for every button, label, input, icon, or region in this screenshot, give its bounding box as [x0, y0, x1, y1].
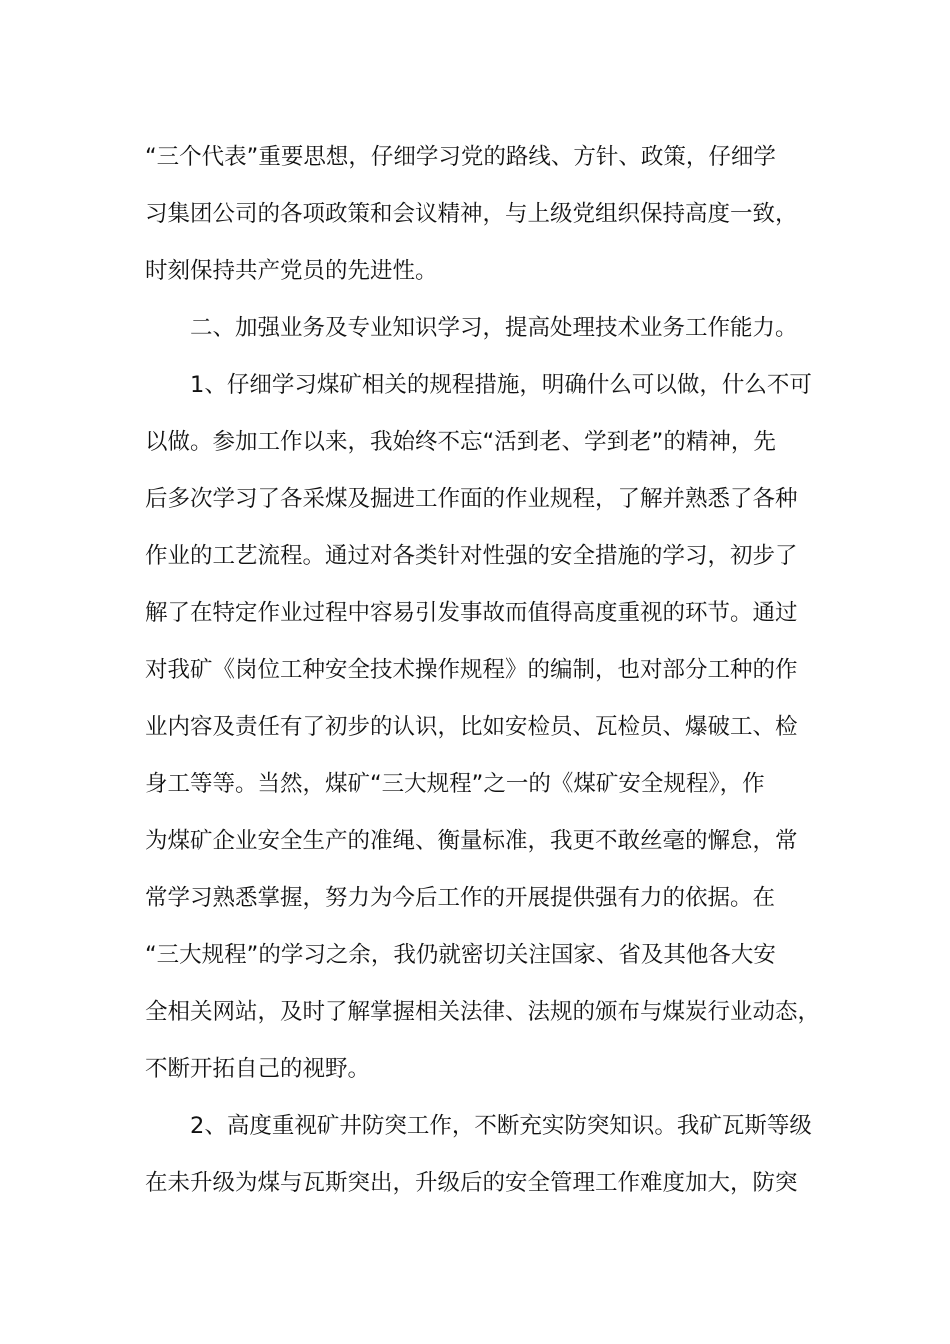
text-line: “三大规程”的学习之余，我仍就密切关注国家、省及其他各大安: [145, 942, 776, 968]
text-line: 2、高度重视矿井防突工作，不断充实防突知识。我矿瓦斯等级: [190, 1113, 812, 1139]
text-line: 解了在特定作业过程中容易引发事故而值得高度重视的环节。通过: [145, 600, 798, 626]
text-line: 全相关网站，及时了解掌握相关法律、法规的颁布与煤炭行业动态，: [145, 999, 821, 1025]
text-line: 常学习熟悉掌握，努力为今后工作的开展提供强有力的依据。在: [145, 885, 776, 911]
text-line: 业内容及责任有了初步的认识，比如安检员、瓦检员、爆破工、检: [145, 714, 798, 740]
text-line: 后多次学习了各采煤及掘进工作面的作业规程，了解并熟悉了各种: [145, 486, 798, 512]
section-heading: 二、加强业务及专业知识学习，提高处理技术业务工作能力。: [190, 315, 798, 341]
text-line: 时刻保持共产党员的先进性。: [145, 258, 438, 284]
text-line: 不断开拓自己的视野。: [145, 1056, 371, 1082]
text-line: 为煤矿企业安全生产的准绳、衡量标准，我更不敢丝毫的懈怠，常: [145, 828, 798, 854]
text-line: “三个代表”重要思想，仔细学习党的路线、方针、政策，仔细学: [145, 144, 776, 170]
text-line: 对我矿《岗位工种安全技术操作规程》的编制，也对部分工种的作: [145, 657, 798, 683]
document-body: [145, 129, 825, 1212]
text-line: 身工等等。当然，煤矿“三大规程”之一的《煤矿安全规程》，作: [145, 771, 765, 797]
text-line: 作业的工艺流程。通过对各类针对性强的安全措施的学习，初步了: [145, 543, 798, 569]
text-line: 习集团公司的各项政策和会议精神，与上级党组织保持高度一致，: [145, 201, 798, 227]
text-line: 在未升级为煤与瓦斯突出，升级后的安全管理工作难度加大，防突: [145, 1170, 798, 1196]
text-line: 以做。参加工作以来，我始终不忘“活到老、学到老”的精神，先: [145, 429, 776, 455]
text-line: 1、仔细学习煤矿相关的规程措施，明确什么可以做，什么不可: [190, 372, 812, 398]
